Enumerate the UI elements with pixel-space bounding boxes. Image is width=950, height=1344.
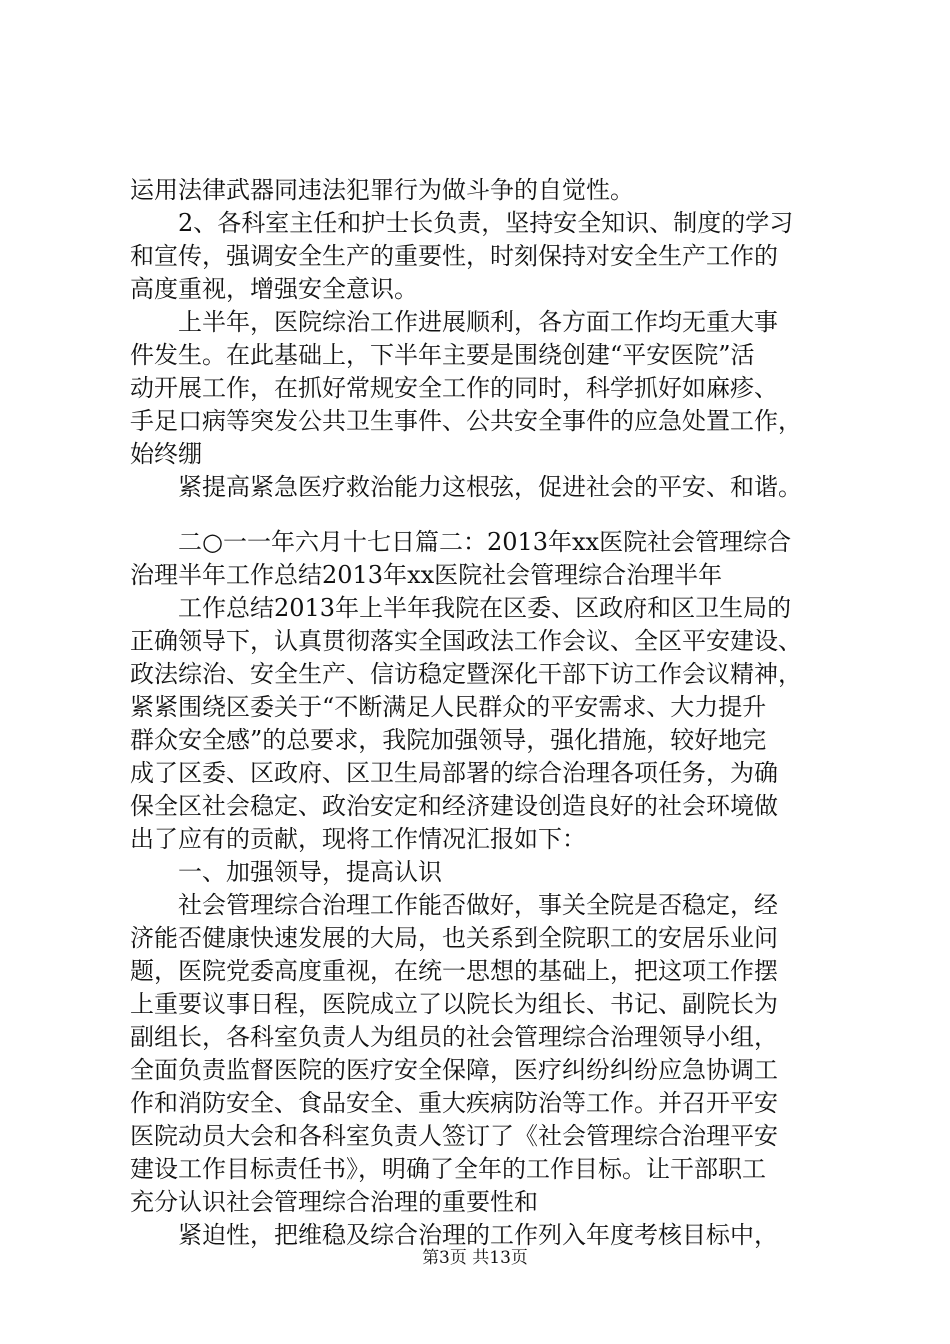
paragraph-line: 运用法律武器同违法犯罪行为做斗争的自觉性。 [130,176,634,204]
paragraph-line: 全面负责监督医院的医疗安全保障，医疗纠纷纠纷应急协调工 [130,1056,778,1084]
paragraph-line: 医院动员大会和各科室负责人签订了《社会管理综合治理平安 [130,1122,778,1150]
paragraph-line: 高度重视，增强安全意识。 [130,275,418,303]
paragraph-line: 件发生。在此基础上，下半年主要是围绕创建“平安医院”活 [130,341,755,369]
paragraph-line: 作和消防安全、食品安全、重大疾病防治等工作。并召开平安 [130,1089,778,1117]
paragraph-line: 建设工作目标责任书》，明确了全年的工作目标。让干部职工 [130,1155,766,1183]
paragraph-line: 题，医院党委高度重视，在统一思想的基础上，把这项工作摆 [130,957,778,985]
paragraph-line: 正确领导下，认真贯彻落实全国政法工作会议、全区平安建设、 [130,627,802,655]
paragraph-line: 始终绷 [130,440,202,468]
paragraph-line: 二○一一年六月十七日篇二：2013年xx医院社会管理综合 [178,528,792,556]
paragraph-line: 工作总结2013年上半年我院在区委、区政府和区卫生局的 [178,594,792,622]
paragraph-line: 济能否健康快速发展的大局，也关系到全院职工的安居乐业问 [130,924,778,952]
paragraph-line: 社会管理综合治理工作能否做好，事关全院是否稳定，经 [178,891,778,919]
page-number-footer: 第3页 共13页 [422,1248,528,1268]
paragraph-line: 和宣传，强调安全生产的重要性，时刻保持对安全生产工作的 [130,242,778,270]
paragraph-line: 治理半年工作总结2013年xx医院社会管理综合治理半年 [130,561,723,589]
paragraph-line: 上半年，医院综治工作进展顺利，各方面工作均无重大事 [178,308,778,336]
paragraph-line: 2、各科室主任和护士长负责，坚持安全知识、制度的学习 [178,209,794,237]
paragraph-line: 动开展工作，在抓好常规安全工作的同时，科学抓好如麻疹、 [130,374,778,402]
section-heading: 一、加强领导，提高认识 [178,858,442,886]
paragraph-line: 出了应有的贡献，现将工作情况汇报如下： [130,825,586,853]
paragraph-line: 成了区委、区政府、区卫生局部署的综合治理各项任务，为确 [130,759,778,787]
paragraph-line: 上重要议事日程，医院成立了以院长为组长、书记、副院长为 [130,990,778,1018]
paragraph-line: 副组长，各科室负责人为组员的社会管理综合治理领导小组， [130,1023,778,1051]
paragraph-line: 群众安全感”的总要求，我院加强领导，强化措施，较好地完 [130,726,767,754]
paragraph-line: 紧紧围绕区委关于“不断满足人民群众的平安需求、大力提升 [130,693,767,721]
paragraph-line: 充分认识社会管理综合治理的重要性和 [130,1188,538,1216]
paragraph-line: 手足口病等突发公共卫生事件、公共安全事件的应急处置工作， [130,407,802,435]
paragraph-line: 紧提高紧急医疗救治能力这根弦，促进社会的平安、和谐。 [178,473,802,501]
paragraph-line: 紧迫性，把维稳及综合治理的工作列入年度考核目标中， [178,1221,778,1249]
paragraph-line: 保全区社会稳定、政治安定和经济建设创造良好的社会环境做 [130,792,778,820]
paragraph-line: 政法综治、安全生产、信访稳定暨深化干部下访工作会议精神， [130,660,802,688]
